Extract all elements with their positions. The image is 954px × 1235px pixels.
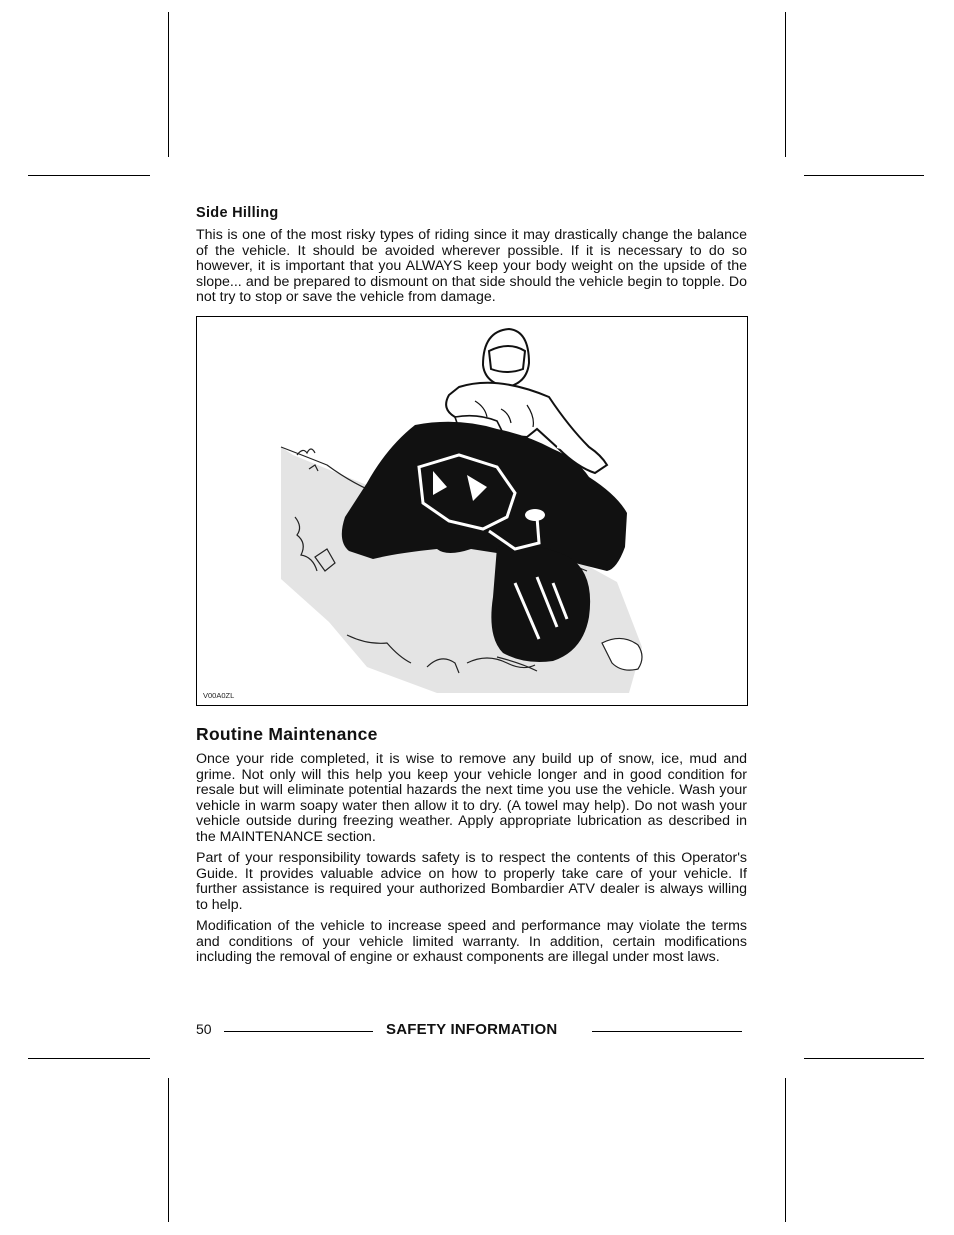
side-hilling-section [196, 205, 747, 306]
crop-mark [28, 175, 150, 176]
crop-mark [785, 12, 786, 157]
figure-code: V00A0ZL [203, 691, 235, 700]
footer-rule-right [592, 1031, 742, 1032]
crop-mark [168, 1078, 169, 1222]
maintenance-paragraph-2: Part of your responsibility towards safety is to respect the contents of this Operator's Guide. It provides valuable advice on how to properly take care of your vehicle. If further assistance is required your authorized Bombardier ATV dealer is always willing to help. [196, 850, 747, 913]
page-number: 50 [196, 1021, 212, 1037]
routine-maintenance-body [196, 752, 747, 966]
atv-side-hilling-illustration [197, 317, 747, 705]
side-hilling-paragraph: This is one of the most risky types of riding since it may drastically change the balance of the vehicle. It should be avoided wherever possible. If it is necessary to do so however, it is important that you ALWAYS keep your body weight on the upside of the slope... and be prepared to dismount on that side should the vehicle begin to topple. Do not try to stop or save the vehicle from damage. [196, 227, 747, 306]
page-footer [196, 1019, 747, 1039]
side-hilling-figure [196, 316, 748, 706]
maintenance-paragraph-3: Modification of the vehicle to increase speed and performance may violate the terms and conditions of your vehicle limited warranty. In addition, certain modifications including the removal of engine or exhaust components are illegal under most laws. [196, 918, 747, 966]
crop-mark [168, 12, 169, 157]
footer-section-title: SAFETY INFORMATION [386, 1021, 558, 1038]
crop-mark [28, 1058, 150, 1059]
crop-mark [804, 1058, 924, 1059]
routine-maintenance-section [196, 724, 747, 966]
crop-mark [804, 175, 924, 176]
maintenance-paragraph-1: Once your ride completed, it is wise to remove any build up of snow, ice, mud and grime. Not only will this help you keep your vehicle longer and in good condition for resale but will eliminate potential hazards the next time you use the vehicle. Wash your vehicle in warm soapy water then allow it to dry. (A towel may help). Do not wash your vehicle outside during freezing weather. Apply appropriate lubrication as described in the MAINTENANCE section. [196, 751, 747, 845]
crop-mark [785, 1078, 786, 1222]
side-hilling-heading: Side Hilling [196, 205, 279, 221]
footer-rule-left [224, 1031, 373, 1032]
routine-maintenance-heading: Routine Maintenance [196, 724, 378, 744]
